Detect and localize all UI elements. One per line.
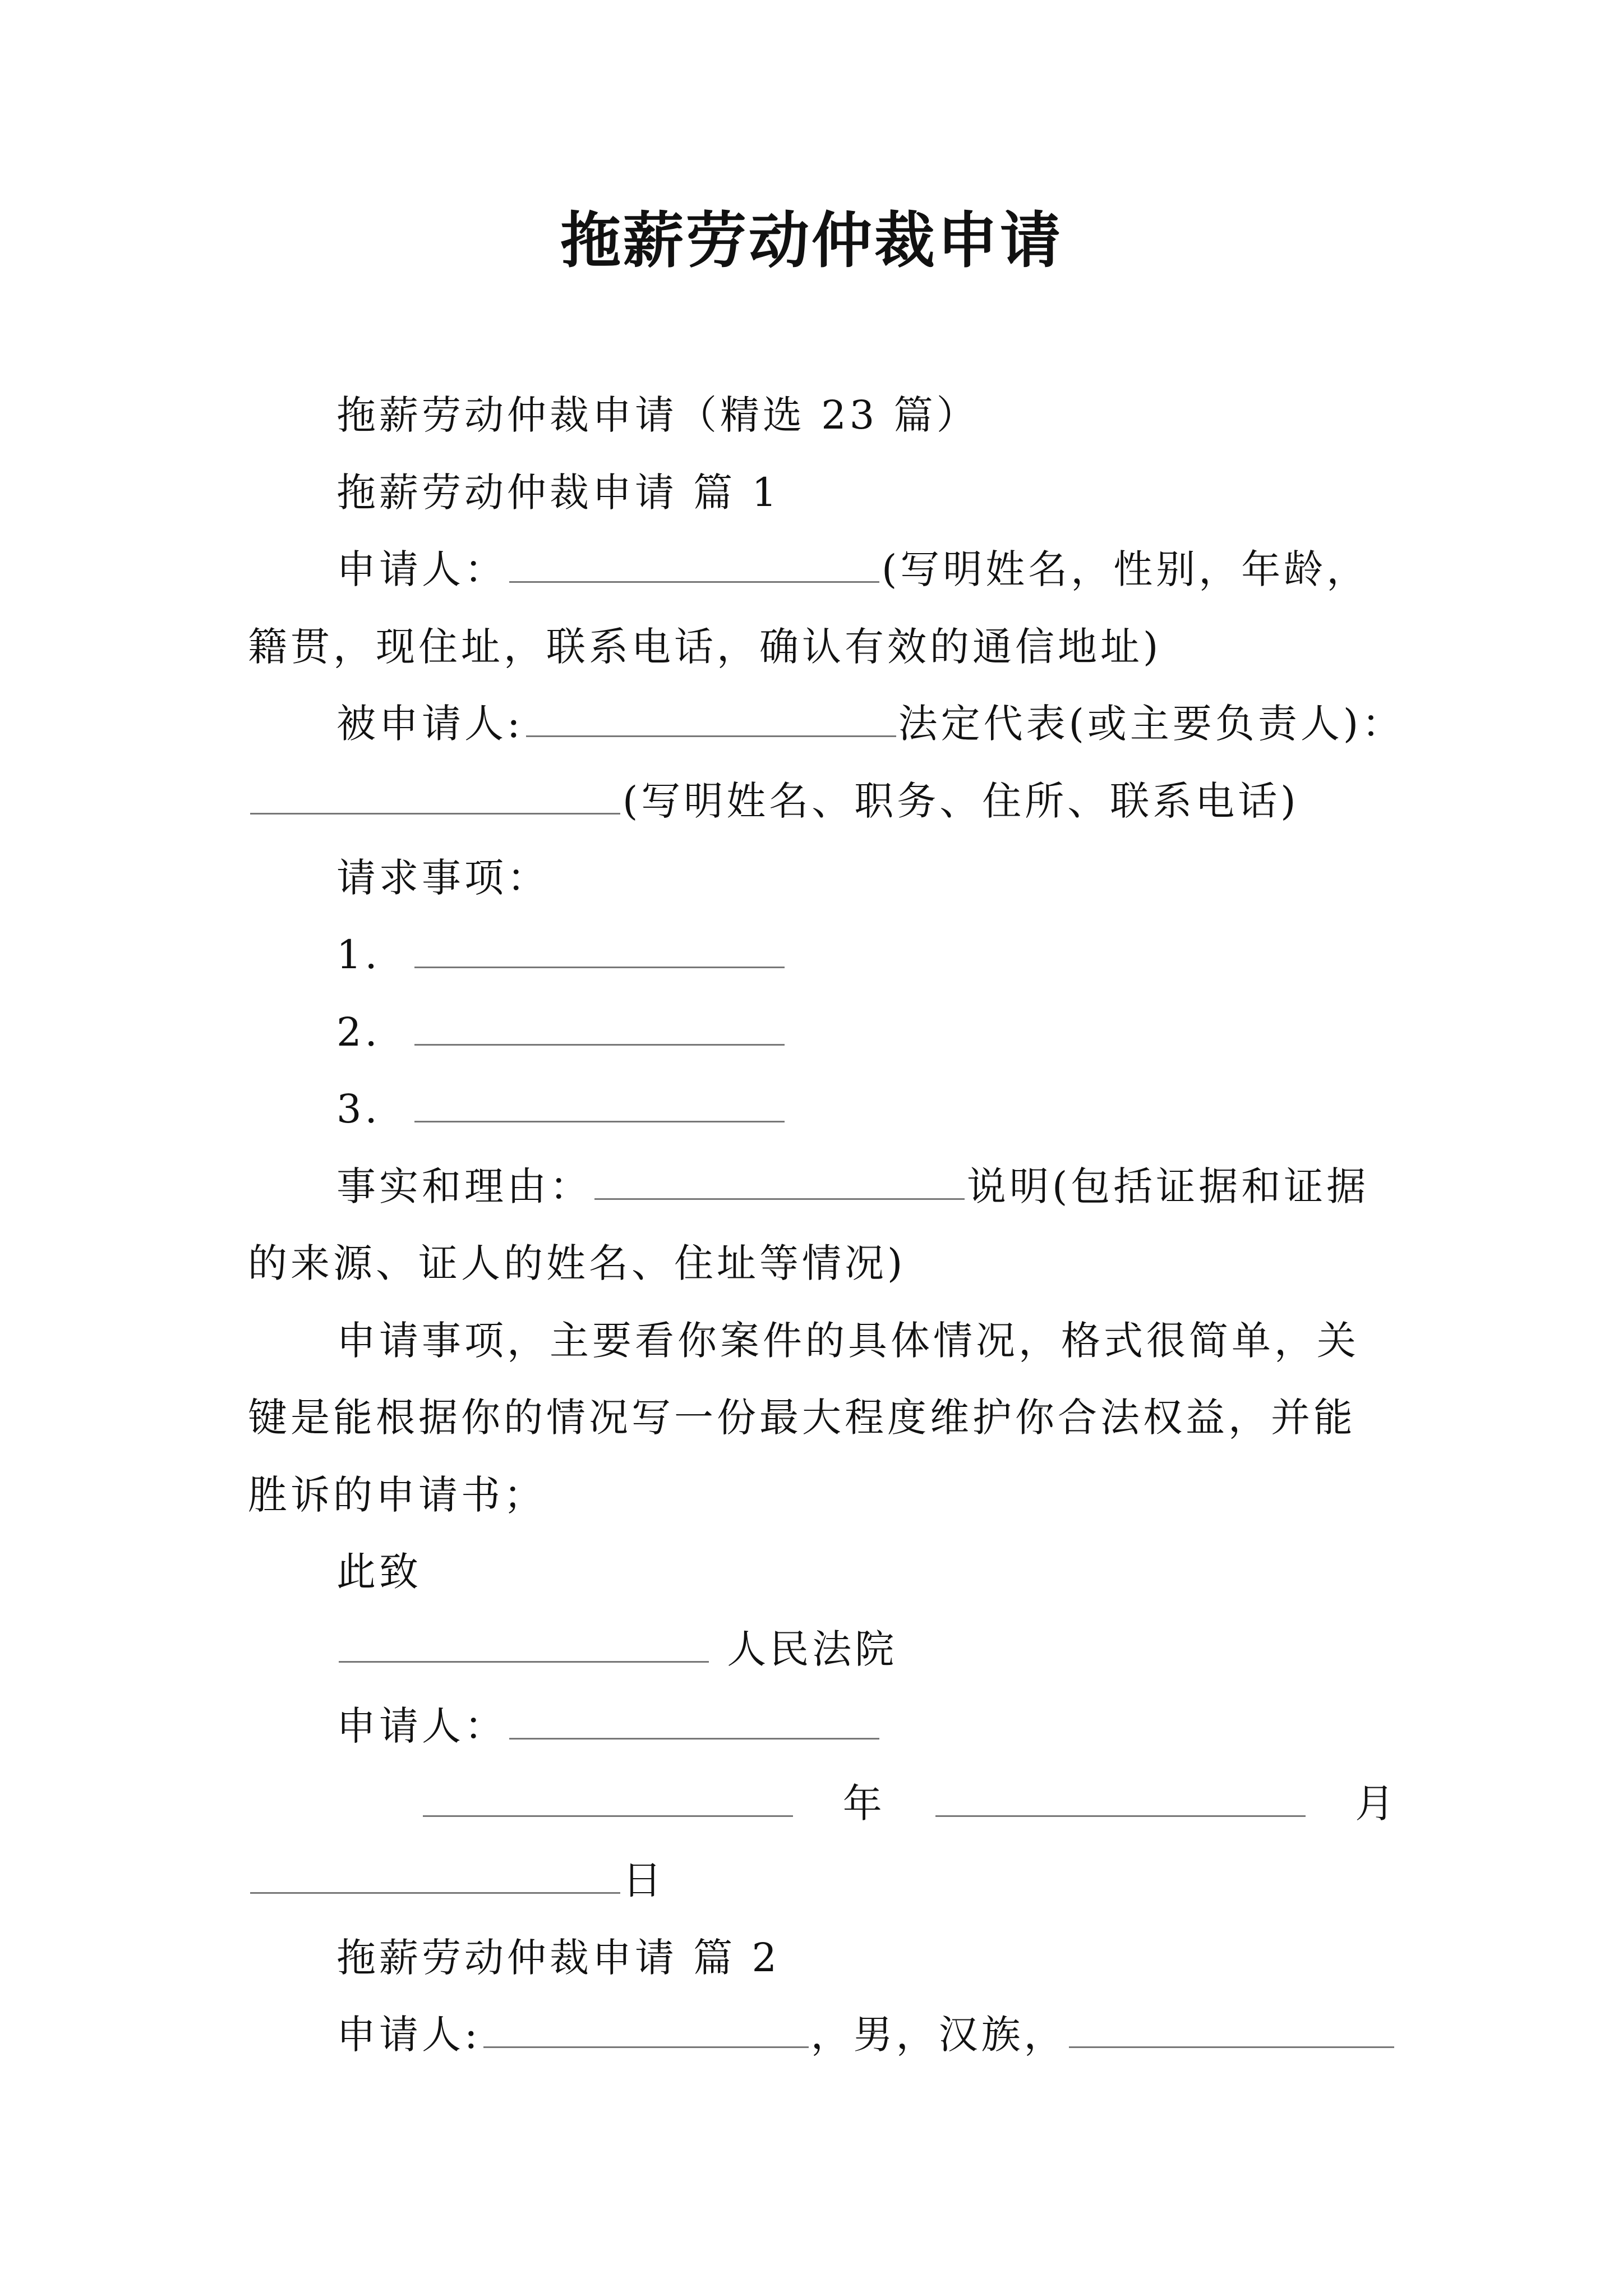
applicant-note: (写明姓名，性别，年龄， bbox=[882, 546, 1370, 592]
month-label: 月 bbox=[1355, 1780, 1398, 1826]
facts-label: 事实和理由： bbox=[336, 1163, 592, 1209]
claim-blank bbox=[414, 928, 785, 968]
section-2-name-blank bbox=[483, 2008, 809, 2048]
facts-note: 说明(包括证据和证据 bbox=[967, 1163, 1370, 1209]
facts-note-cont: 的来源、证人的姓名、住址等情况) bbox=[248, 1240, 906, 1286]
court-label: 人民法院 bbox=[727, 1626, 898, 1672]
year-blank bbox=[423, 1777, 793, 1817]
applicant-line bbox=[336, 541, 1369, 597]
respondent-line bbox=[336, 696, 1404, 752]
applicant-blank bbox=[509, 543, 879, 583]
court-line bbox=[336, 1621, 897, 1677]
document-title: 拖薪劳动仲裁申请 bbox=[560, 206, 1063, 276]
paragraph-line: 申请事项，主要看你案件的具体情况，格式很简单，关 bbox=[336, 1318, 1359, 1364]
claim-item: 1. bbox=[336, 927, 787, 983]
salutation: 此致 bbox=[336, 1549, 422, 1595]
applicant-label: 申请人： bbox=[336, 546, 507, 592]
facts-line bbox=[336, 1158, 1369, 1214]
section-2-heading: 拖薪劳动仲裁申请 篇 2 bbox=[336, 1935, 781, 1981]
section-1-heading: 拖薪劳动仲裁申请 篇 1 bbox=[336, 470, 781, 516]
paragraph-line: 胜诉的申请书； bbox=[248, 1472, 546, 1518]
paragraph-line: 键是能根据你的情况写一份最大程度维护你合法权益，并能 bbox=[248, 1395, 1356, 1441]
court-blank bbox=[339, 1623, 709, 1663]
signature-line bbox=[336, 1698, 882, 1754]
applicant-note-cont: 籍贯，现住址，联系电话，确认有效的通信地址) bbox=[248, 624, 1162, 670]
claim-blank bbox=[414, 1006, 785, 1046]
claim-blank bbox=[414, 1083, 785, 1122]
respondent-rep-blank bbox=[250, 775, 620, 815]
section-2-applicant-mid: ，男，汉族， bbox=[810, 2012, 1067, 2058]
day-label: 日 bbox=[623, 1857, 665, 1903]
year-label: 年 bbox=[842, 1780, 886, 1826]
respondent-rep-label: 法定代表(或主要负责人)： bbox=[898, 701, 1405, 747]
section-2-extra-blank bbox=[1069, 2008, 1394, 2048]
day-blank bbox=[250, 1854, 620, 1894]
respondent-note: (写明姓名、职务、住所、联系电话) bbox=[623, 778, 1299, 824]
respondent-note-line bbox=[248, 773, 1299, 829]
respondent-label: 被申请人: bbox=[336, 701, 524, 747]
respondent-blank bbox=[526, 697, 896, 737]
document-subtitle: 拖薪劳动仲裁申请（精选 23 篇） bbox=[336, 392, 979, 438]
claim-item: 2. bbox=[336, 1004, 787, 1060]
section-2-applicant-label: 申请人: bbox=[336, 2012, 481, 2058]
month-blank bbox=[935, 1777, 1306, 1817]
facts-blank bbox=[594, 1160, 965, 1200]
day-line bbox=[248, 1852, 665, 1908]
signature-label: 申请人： bbox=[336, 1703, 507, 1749]
claim-item: 3. bbox=[336, 1081, 787, 1137]
section-2-applicant-line bbox=[336, 2007, 1396, 2063]
signature-blank bbox=[509, 1700, 879, 1740]
claims-label: 请求事项： bbox=[336, 855, 550, 901]
date-line bbox=[421, 1775, 1398, 1832]
